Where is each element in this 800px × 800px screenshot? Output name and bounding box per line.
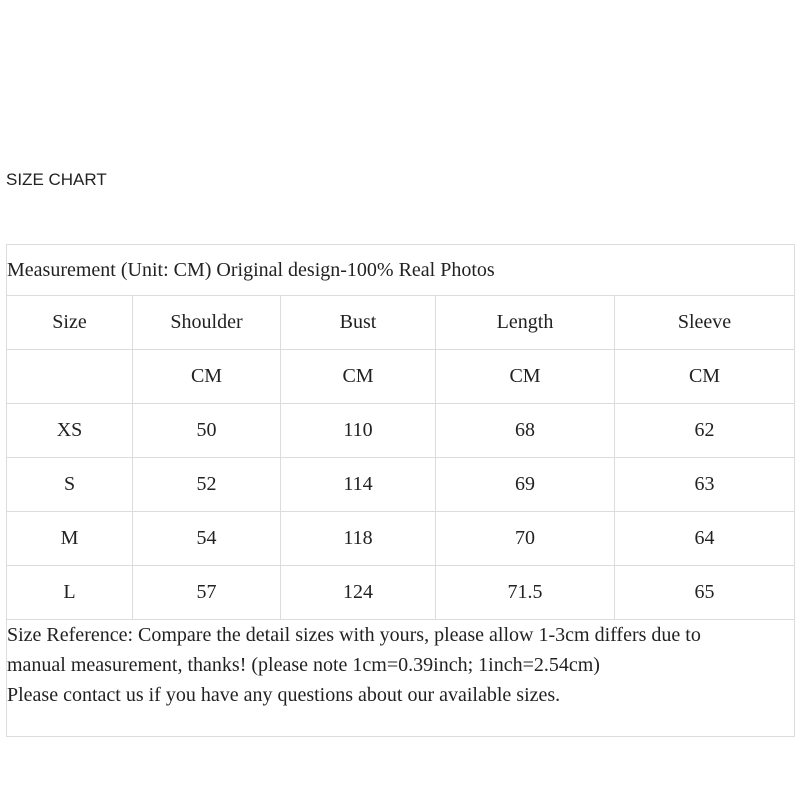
unit-bust: CM	[281, 350, 436, 404]
cell-size: XS	[7, 404, 133, 458]
page-title: SIZE CHART	[6, 170, 107, 189]
cell-size: M	[7, 512, 133, 566]
cell-size: L	[7, 566, 133, 620]
cell-bust: 114	[281, 458, 436, 512]
cell-shoulder: 52	[133, 458, 281, 512]
table-caption: Measurement (Unit: CM) Original design-100% Real Photos	[7, 245, 795, 296]
cell-bust: 118	[281, 512, 436, 566]
table-header-row	[7, 296, 795, 350]
note-line-3: Please contact us if you have any questions about our available sizes.	[7, 684, 561, 706]
cell-length: 71.5	[436, 566, 615, 620]
header-shoulder: Shoulder	[133, 296, 281, 350]
note-line-1: Size Reference: Compare the detail sizes with yours, please allow 1-3cm differs due to	[7, 624, 701, 646]
unit-sleeve: CM	[615, 350, 795, 404]
cell-length: 70	[436, 512, 615, 566]
table-unit-row	[7, 350, 795, 404]
table-row	[7, 458, 795, 512]
table-row	[7, 566, 795, 620]
cell-bust: 110	[281, 404, 436, 458]
cell-sleeve: 64	[615, 512, 795, 566]
size-table	[6, 244, 795, 737]
cell-shoulder: 54	[133, 512, 281, 566]
unit-length: CM	[436, 350, 615, 404]
header-bust: Bust	[281, 296, 436, 350]
header-sleeve: Sleeve	[615, 296, 795, 350]
cell-sleeve: 65	[615, 566, 795, 620]
cell-sleeve: 62	[615, 404, 795, 458]
cell-size: S	[7, 458, 133, 512]
table-caption-row	[7, 245, 795, 296]
note-line-2: manual measurement, thanks! (please note 1cm=0.39inch; 1inch=2.54cm)	[7, 654, 600, 676]
cell-length: 68	[436, 404, 615, 458]
table-row	[7, 512, 795, 566]
header-size: Size	[7, 296, 133, 350]
cell-bust: 124	[281, 566, 436, 620]
cell-sleeve: 63	[615, 458, 795, 512]
size-reference-note-row	[7, 620, 795, 737]
unit-size	[7, 350, 133, 404]
size-reference-note	[7, 620, 795, 737]
cell-shoulder: 50	[133, 404, 281, 458]
table-row	[7, 404, 795, 458]
cell-length: 69	[436, 458, 615, 512]
cell-shoulder: 57	[133, 566, 281, 620]
unit-shoulder: CM	[133, 350, 281, 404]
header-length: Length	[436, 296, 615, 350]
